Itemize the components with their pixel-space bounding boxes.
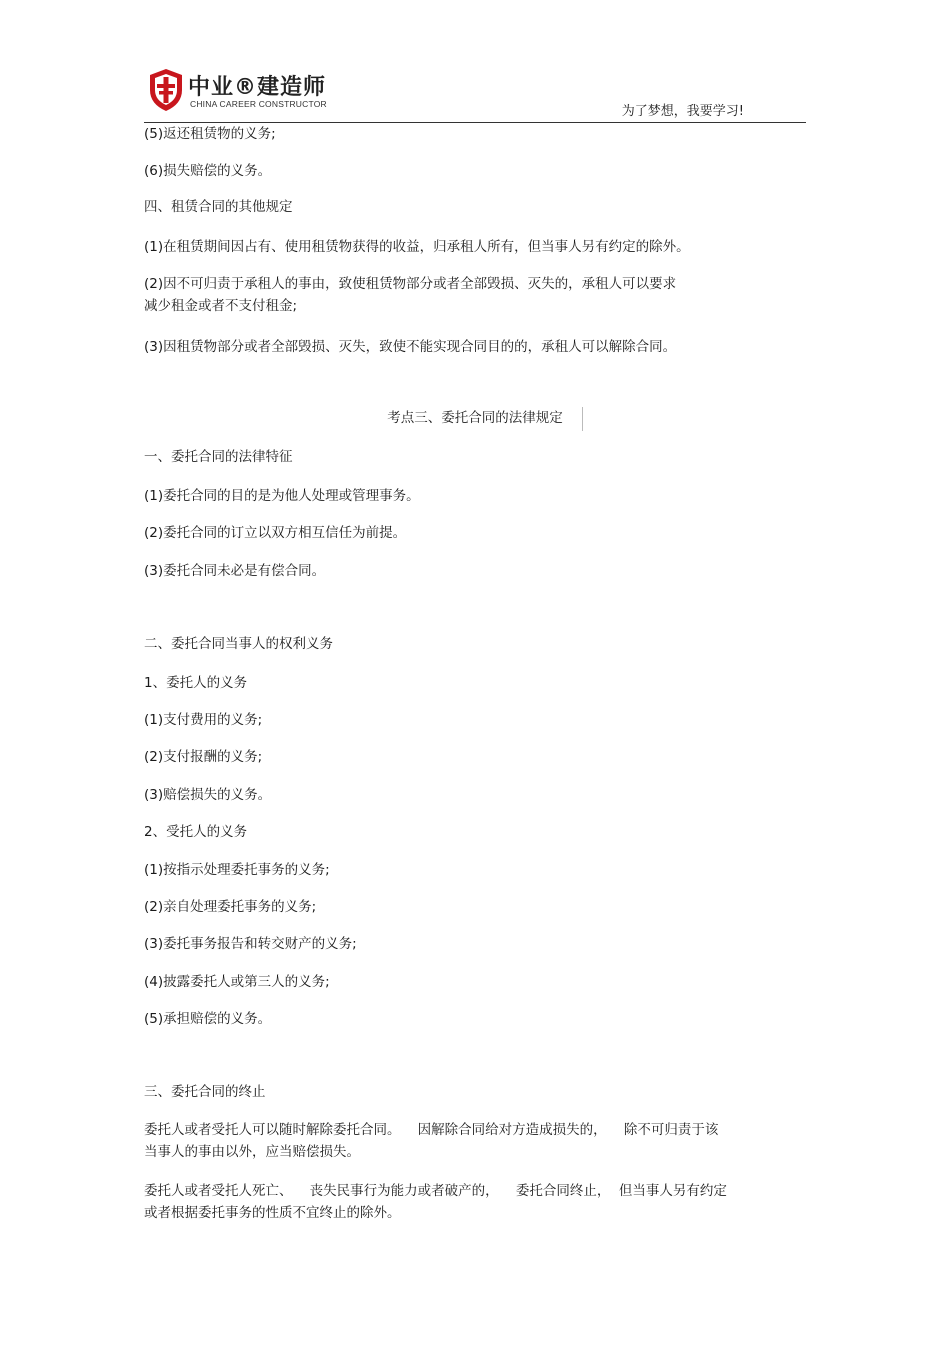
paragraph: 委托人或者受托人死亡、 丧失民事行为能力或者破产的， 委托合同终止， 但当事人另有约定 或者根据委托事务的性质不宜终止的除外。 <box>144 1183 727 1221</box>
paragraph: (4)披露委托人或第三人的义务; <box>144 974 330 990</box>
shield-logo-icon <box>148 68 184 112</box>
page-header <box>144 60 806 123</box>
company-logo <box>148 68 338 116</box>
paragraph: (1)在租赁期间因占有、使用租赁物获得的收益，归承租人所有，但当事人另有约定的除外。 <box>144 239 690 255</box>
paragraph: (3)委托事务报告和转交财产的义务; <box>144 936 357 952</box>
paragraph: (5)返还租赁物的义务; <box>144 126 276 142</box>
subsection-heading: 1、委托人的义务 <box>144 675 248 691</box>
paragraph: (5)承担赔偿的义务。 <box>144 1011 272 1027</box>
paragraph: (3)因租赁物部分或者全部毁损、灭失，致使不能实现合同目的的，承租人可以解除合同。 <box>144 339 677 355</box>
paragraph: (1)委托合同的目的是为他人处理或管理事务。 <box>144 488 420 504</box>
topic-title-text: 考点三、委托合同的法律规定 <box>387 410 563 426</box>
paragraph: (1)按指示处理委托事务的义务; <box>144 862 330 878</box>
paragraph: (2)支付报酬的义务; <box>144 749 263 765</box>
subsection-heading: 2、受托人的义务 <box>144 824 248 840</box>
paragraph: (3)委托合同未必是有偿合同。 <box>144 563 326 579</box>
header-slogan: 为了梦想，我要学习! <box>621 104 744 119</box>
section-heading: 四、租赁合同的其他规定 <box>144 199 293 215</box>
section-heading: 二、委托合同当事人的权利义务 <box>144 636 333 652</box>
paragraph: (2)亲自处理委托事务的义务; <box>144 899 317 915</box>
logo-english-text: CHINA CAREER CONSTRUCTOR <box>190 99 327 109</box>
section-heading: 三、委托合同的终止 <box>144 1084 266 1100</box>
paragraph: (2)委托合同的订立以双方相互信任为前提。 <box>144 525 407 541</box>
paragraph: (1)支付费用的义务; <box>144 712 263 728</box>
paragraph: (6)损失赔偿的义务。 <box>144 163 272 179</box>
topic-title <box>360 407 583 431</box>
logo-chinese-text: 中业®建造师 <box>188 75 327 100</box>
paragraph: 委托人或者受托人可以随时解除委托合同。 因解除合同给对方造成损失的， 除不可归责于该 当事人的事由以外，应当赔偿损失。 <box>144 1122 719 1160</box>
section-heading: 一、委托合同的法律特征 <box>144 449 293 465</box>
paragraph: (3)赔偿损失的义务。 <box>144 787 272 803</box>
paragraph: (2)因不可归责于承租人的事由，致使租赁物部分或者全部毁损、灭失的，承租人可以要求 减少租金或者不支付租金; <box>144 276 677 314</box>
